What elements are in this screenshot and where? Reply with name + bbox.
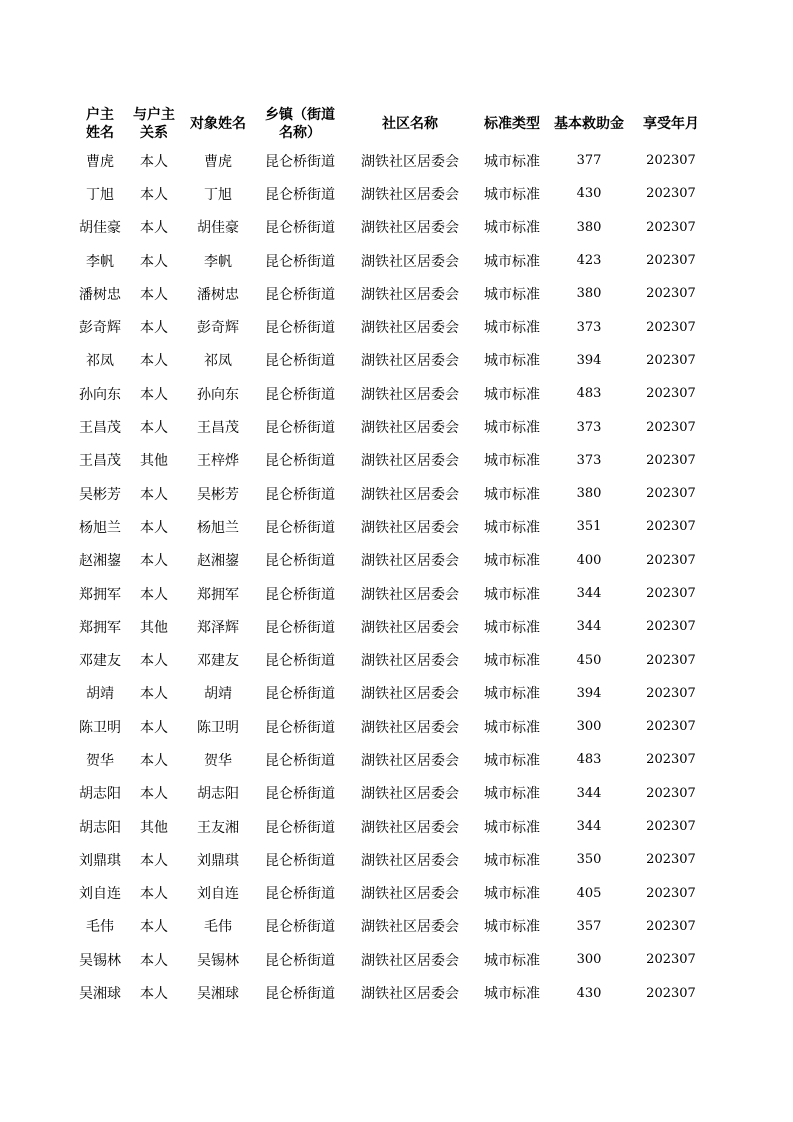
cell-basic-relief: 373 [576, 452, 602, 468]
cell-community: 湖铁社区居委会 [361, 752, 459, 769]
header-period: 享受年月 [643, 116, 699, 132]
cell-period: 202307 [646, 852, 696, 868]
cell-period: 202307 [646, 352, 696, 368]
cell-recipient-name: 赵湘鋆 [197, 553, 239, 570]
cell-recipient-name: 祁凤 [204, 353, 232, 370]
cell-basic-relief: 423 [576, 253, 602, 269]
cell-subdistrict: 昆仑桥街道 [265, 919, 335, 936]
cell-period: 202307 [646, 685, 696, 701]
cell-household-head: 王昌茂 [79, 453, 121, 470]
cell-standard-type: 城市标准 [484, 586, 540, 603]
cell-standard-type: 城市标准 [484, 353, 540, 370]
table-row [70, 877, 710, 910]
cell-relation: 本人 [140, 353, 168, 370]
table-row [70, 344, 710, 377]
cell-relation: 本人 [140, 153, 168, 170]
table-row [70, 144, 710, 177]
cell-household-head: 邓建友 [79, 653, 121, 670]
cell-standard-type: 城市标准 [484, 519, 540, 536]
cell-household-head: 杨旭兰 [79, 519, 121, 536]
cell-basic-relief: 344 [576, 619, 602, 635]
cell-standard-type: 城市标准 [484, 420, 540, 437]
table-row [70, 843, 710, 876]
cell-community: 湖铁社区居委会 [361, 719, 459, 736]
cell-period: 202307 [646, 319, 696, 335]
cell-period: 202307 [646, 652, 696, 668]
cell-community: 湖铁社区居委会 [361, 186, 459, 203]
cell-community: 湖铁社区居委会 [361, 386, 459, 403]
cell-period: 202307 [646, 486, 696, 502]
cell-subdistrict: 昆仑桥街道 [265, 420, 335, 437]
table-row [70, 444, 710, 477]
cell-period: 202307 [646, 586, 696, 601]
cell-standard-type: 城市标准 [484, 553, 540, 570]
cell-subdistrict: 昆仑桥街道 [265, 752, 335, 769]
cell-basic-relief: 344 [576, 785, 602, 801]
cell-community: 湖铁社区居委会 [361, 286, 459, 303]
cell-relation: 本人 [140, 220, 168, 237]
cell-basic-relief: 430 [576, 186, 602, 202]
cell-subdistrict: 昆仑桥街道 [265, 186, 335, 203]
cell-standard-type: 城市标准 [484, 486, 540, 503]
cell-community: 湖铁社区居委会 [361, 952, 459, 969]
cell-household-head: 郑拥军 [79, 619, 121, 636]
cell-period: 202307 [646, 885, 696, 901]
cell-subdistrict: 昆仑桥街道 [265, 719, 335, 736]
cell-basic-relief: 377 [576, 153, 602, 169]
cell-recipient-name: 吴湘球 [197, 986, 239, 1003]
cell-community: 湖铁社区居委会 [361, 553, 459, 570]
cell-relation: 本人 [140, 320, 168, 337]
table-row [70, 211, 710, 244]
cell-standard-type: 城市标准 [484, 686, 540, 703]
cell-household-head: 孙向东 [79, 386, 121, 403]
cell-basic-relief: 357 [576, 918, 602, 934]
cell-community: 湖铁社区居委会 [361, 886, 459, 903]
cell-community: 湖铁社区居委会 [361, 420, 459, 437]
cell-relation: 其他 [140, 453, 168, 470]
cell-subdistrict: 昆仑桥街道 [265, 986, 335, 1003]
cell-household-head: 李帆 [86, 253, 114, 270]
cell-period: 202307 [646, 552, 696, 568]
cell-standard-type: 城市标准 [484, 186, 540, 203]
header-household-head: 户主 姓名 [86, 107, 114, 141]
cell-standard-type: 城市标准 [484, 786, 540, 803]
cell-recipient-name: 毛伟 [204, 919, 232, 936]
table-body [70, 144, 710, 1010]
cell-recipient-name: 胡佳豪 [197, 220, 239, 237]
cell-relation: 本人 [140, 752, 168, 769]
table-row [70, 710, 710, 743]
table-header [70, 104, 710, 144]
cell-standard-type: 城市标准 [484, 986, 540, 1003]
cell-household-head: 祁凤 [86, 353, 114, 370]
cell-relation: 本人 [140, 986, 168, 1003]
table-row [70, 610, 710, 643]
cell-subdistrict: 昆仑桥街道 [265, 453, 335, 470]
cell-relation: 本人 [140, 186, 168, 203]
cell-basic-relief: 380 [576, 486, 602, 502]
table-row [70, 377, 710, 410]
cell-recipient-name: 贺华 [204, 752, 232, 769]
cell-relation: 本人 [140, 519, 168, 536]
header-community: 社区名称 [382, 116, 438, 132]
cell-subdistrict: 昆仑桥街道 [265, 253, 335, 270]
cell-relation: 本人 [140, 919, 168, 936]
cell-subdistrict: 昆仑桥街道 [265, 786, 335, 803]
cell-community: 湖铁社区居委会 [361, 619, 459, 636]
cell-household-head: 刘自连 [79, 886, 121, 903]
header-subdistrict: 乡镇（街道 名称） [265, 107, 335, 141]
cell-household-head: 曹虎 [86, 153, 114, 170]
cell-basic-relief: 344 [576, 819, 602, 835]
cell-community: 湖铁社区居委会 [361, 353, 459, 370]
cell-relation: 本人 [140, 286, 168, 303]
cell-community: 湖铁社区居委会 [361, 153, 459, 170]
header-row [70, 104, 710, 144]
cell-recipient-name: 丁旭 [204, 186, 232, 203]
cell-subdistrict: 昆仑桥街道 [265, 220, 335, 237]
table-row [70, 743, 710, 776]
cell-household-head: 王昌茂 [79, 420, 121, 437]
cell-subdistrict: 昆仑桥街道 [265, 819, 335, 836]
cell-community: 湖铁社区居委会 [361, 786, 459, 803]
cell-period: 202307 [646, 153, 696, 169]
cell-household-head: 胡佳豪 [79, 220, 121, 237]
cell-recipient-name: 吴彬芳 [197, 486, 239, 503]
cell-recipient-name: 郑拥军 [197, 586, 239, 603]
cell-household-head: 胡靖 [86, 686, 114, 703]
cell-community: 湖铁社区居委会 [361, 653, 459, 670]
cell-community: 湖铁社区居委会 [361, 586, 459, 603]
cell-standard-type: 城市标准 [484, 253, 540, 270]
table-row [70, 277, 710, 310]
cell-relation: 本人 [140, 719, 168, 736]
cell-period: 202307 [646, 186, 696, 202]
cell-basic-relief: 450 [576, 652, 602, 668]
cell-household-head: 郑拥军 [79, 586, 121, 603]
cell-basic-relief: 380 [576, 219, 602, 235]
cell-community: 湖铁社区居委会 [361, 320, 459, 337]
cell-household-head: 贺华 [86, 752, 114, 769]
cell-household-head: 陈卫明 [79, 719, 121, 736]
cell-relation: 本人 [140, 886, 168, 903]
cell-basic-relief: 344 [576, 586, 602, 601]
cell-recipient-name: 曹虎 [204, 153, 232, 170]
cell-standard-type: 城市标准 [484, 752, 540, 769]
cell-basic-relief: 394 [576, 685, 602, 701]
cell-household-head: 胡志阳 [79, 819, 121, 836]
cell-standard-type: 城市标准 [484, 386, 540, 403]
cell-period: 202307 [646, 253, 696, 269]
cell-basic-relief: 373 [576, 419, 602, 435]
cell-standard-type: 城市标准 [484, 320, 540, 337]
cell-community: 湖铁社区居委会 [361, 986, 459, 1003]
cell-standard-type: 城市标准 [484, 919, 540, 936]
table-row [70, 410, 710, 443]
cell-community: 湖铁社区居委会 [361, 852, 459, 869]
cell-basic-relief: 351 [576, 519, 602, 535]
cell-household-head: 吴彬芳 [79, 486, 121, 503]
cell-community: 湖铁社区居委会 [361, 220, 459, 237]
cell-recipient-name: 邓建友 [197, 653, 239, 670]
cell-recipient-name: 孙向东 [197, 386, 239, 403]
table-row [70, 677, 710, 710]
cell-household-head: 彭奇辉 [79, 320, 121, 337]
cell-household-head: 丁旭 [86, 186, 114, 203]
cell-relation: 本人 [140, 852, 168, 869]
cell-subdistrict: 昆仑桥街道 [265, 886, 335, 903]
cell-standard-type: 城市标准 [484, 619, 540, 636]
cell-standard-type: 城市标准 [484, 719, 540, 736]
cell-period: 202307 [646, 819, 696, 835]
cell-subdistrict: 昆仑桥街道 [265, 153, 335, 170]
cell-period: 202307 [646, 752, 696, 768]
table-row [70, 643, 710, 676]
cell-recipient-name: 彭奇辉 [197, 320, 239, 337]
cell-period: 202307 [646, 452, 696, 468]
cell-relation: 本人 [140, 952, 168, 969]
cell-basic-relief: 483 [576, 752, 602, 768]
cell-relation: 本人 [140, 253, 168, 270]
cell-household-head: 潘树忠 [79, 286, 121, 303]
cell-recipient-name: 郑泽辉 [197, 619, 239, 636]
header-recipient-name: 对象姓名 [190, 116, 246, 132]
cell-standard-type: 城市标准 [484, 852, 540, 869]
cell-subdistrict: 昆仑桥街道 [265, 553, 335, 570]
table-row [70, 910, 710, 943]
cell-relation: 本人 [140, 686, 168, 703]
cell-community: 湖铁社区居委会 [361, 486, 459, 503]
cell-recipient-name: 王友湘 [197, 819, 239, 836]
cell-subdistrict: 昆仑桥街道 [265, 320, 335, 337]
table-row [70, 310, 710, 343]
cell-recipient-name: 胡志阳 [197, 786, 239, 803]
cell-relation: 其他 [140, 819, 168, 836]
header-relation: 与户主 关系 [133, 107, 175, 141]
cell-subdistrict: 昆仑桥街道 [265, 386, 335, 403]
cell-basic-relief: 405 [576, 885, 602, 901]
cell-community: 湖铁社区居委会 [361, 686, 459, 703]
cell-period: 202307 [646, 719, 696, 735]
cell-standard-type: 城市标准 [484, 453, 540, 470]
table-row [70, 976, 710, 1009]
cell-subdistrict: 昆仑桥街道 [265, 586, 335, 603]
relief-recipient-sheet [70, 104, 710, 1010]
header-basic-relief: 基本救助金 [554, 116, 624, 132]
cell-relation: 本人 [140, 420, 168, 437]
recipient-table [70, 104, 710, 1010]
table-row [70, 510, 710, 543]
cell-standard-type: 城市标准 [484, 886, 540, 903]
cell-relation: 本人 [140, 386, 168, 403]
cell-relation: 本人 [140, 786, 168, 803]
cell-subdistrict: 昆仑桥街道 [265, 519, 335, 536]
cell-basic-relief: 394 [576, 352, 602, 368]
cell-period: 202307 [646, 419, 696, 435]
cell-basic-relief: 350 [576, 852, 602, 868]
cell-basic-relief: 373 [576, 319, 602, 335]
cell-period: 202307 [646, 219, 696, 235]
cell-community: 湖铁社区居委会 [361, 519, 459, 536]
cell-relation: 其他 [140, 619, 168, 636]
cell-period: 202307 [646, 985, 696, 1001]
cell-standard-type: 城市标准 [484, 153, 540, 170]
cell-standard-type: 城市标准 [484, 220, 540, 237]
table-row [70, 177, 710, 210]
cell-recipient-name: 刘自连 [197, 886, 239, 903]
cell-basic-relief: 300 [576, 719, 602, 735]
cell-standard-type: 城市标准 [484, 819, 540, 836]
cell-recipient-name: 陈卫明 [197, 719, 239, 736]
cell-period: 202307 [646, 785, 696, 801]
cell-period: 202307 [646, 519, 696, 535]
cell-community: 湖铁社区居委会 [361, 919, 459, 936]
table-row [70, 244, 710, 277]
cell-recipient-name: 胡靖 [204, 686, 232, 703]
cell-period: 202307 [646, 286, 696, 302]
cell-period: 202307 [646, 386, 696, 402]
cell-recipient-name: 杨旭兰 [197, 519, 239, 536]
cell-relation: 本人 [140, 553, 168, 570]
cell-subdistrict: 昆仑桥街道 [265, 353, 335, 370]
cell-community: 湖铁社区居委会 [361, 819, 459, 836]
cell-subdistrict: 昆仑桥街道 [265, 286, 335, 303]
cell-recipient-name: 李帆 [204, 253, 232, 270]
cell-relation: 本人 [140, 653, 168, 670]
cell-recipient-name: 潘树忠 [197, 286, 239, 303]
table-row [70, 943, 710, 976]
cell-community: 湖铁社区居委会 [361, 253, 459, 270]
cell-standard-type: 城市标准 [484, 653, 540, 670]
cell-standard-type: 城市标准 [484, 286, 540, 303]
header-standard-type: 标准类型 [484, 116, 540, 132]
cell-household-head: 刘鼎琪 [79, 852, 121, 869]
cell-recipient-name: 王昌茂 [197, 420, 239, 437]
cell-subdistrict: 昆仑桥街道 [265, 952, 335, 969]
table-row [70, 477, 710, 510]
cell-household-head: 胡志阳 [79, 786, 121, 803]
cell-subdistrict: 昆仑桥街道 [265, 486, 335, 503]
table-row [70, 577, 710, 610]
cell-household-head: 赵湘鋆 [79, 553, 121, 570]
cell-recipient-name: 吴锡林 [197, 952, 239, 969]
cell-household-head: 吴湘球 [79, 986, 121, 1003]
cell-period: 202307 [646, 952, 696, 968]
cell-community: 湖铁社区居委会 [361, 453, 459, 470]
cell-subdistrict: 昆仑桥街道 [265, 653, 335, 670]
cell-recipient-name: 王梓烨 [197, 453, 239, 470]
table-row [70, 777, 710, 810]
cell-household-head: 毛伟 [86, 919, 114, 936]
cell-recipient-name: 刘鼎琪 [197, 852, 239, 869]
cell-standard-type: 城市标准 [484, 952, 540, 969]
cell-subdistrict: 昆仑桥街道 [265, 686, 335, 703]
cell-basic-relief: 400 [576, 552, 602, 568]
cell-period: 202307 [646, 918, 696, 934]
cell-basic-relief: 300 [576, 952, 602, 968]
cell-basic-relief: 430 [576, 985, 602, 1001]
cell-relation: 本人 [140, 486, 168, 503]
cell-subdistrict: 昆仑桥街道 [265, 852, 335, 869]
cell-household-head: 吴锡林 [79, 952, 121, 969]
cell-subdistrict: 昆仑桥街道 [265, 619, 335, 636]
cell-relation: 本人 [140, 586, 168, 603]
cell-basic-relief: 483 [576, 386, 602, 402]
table-row [70, 544, 710, 577]
cell-basic-relief: 380 [576, 286, 602, 302]
table-row [70, 810, 710, 843]
cell-period: 202307 [646, 619, 696, 635]
